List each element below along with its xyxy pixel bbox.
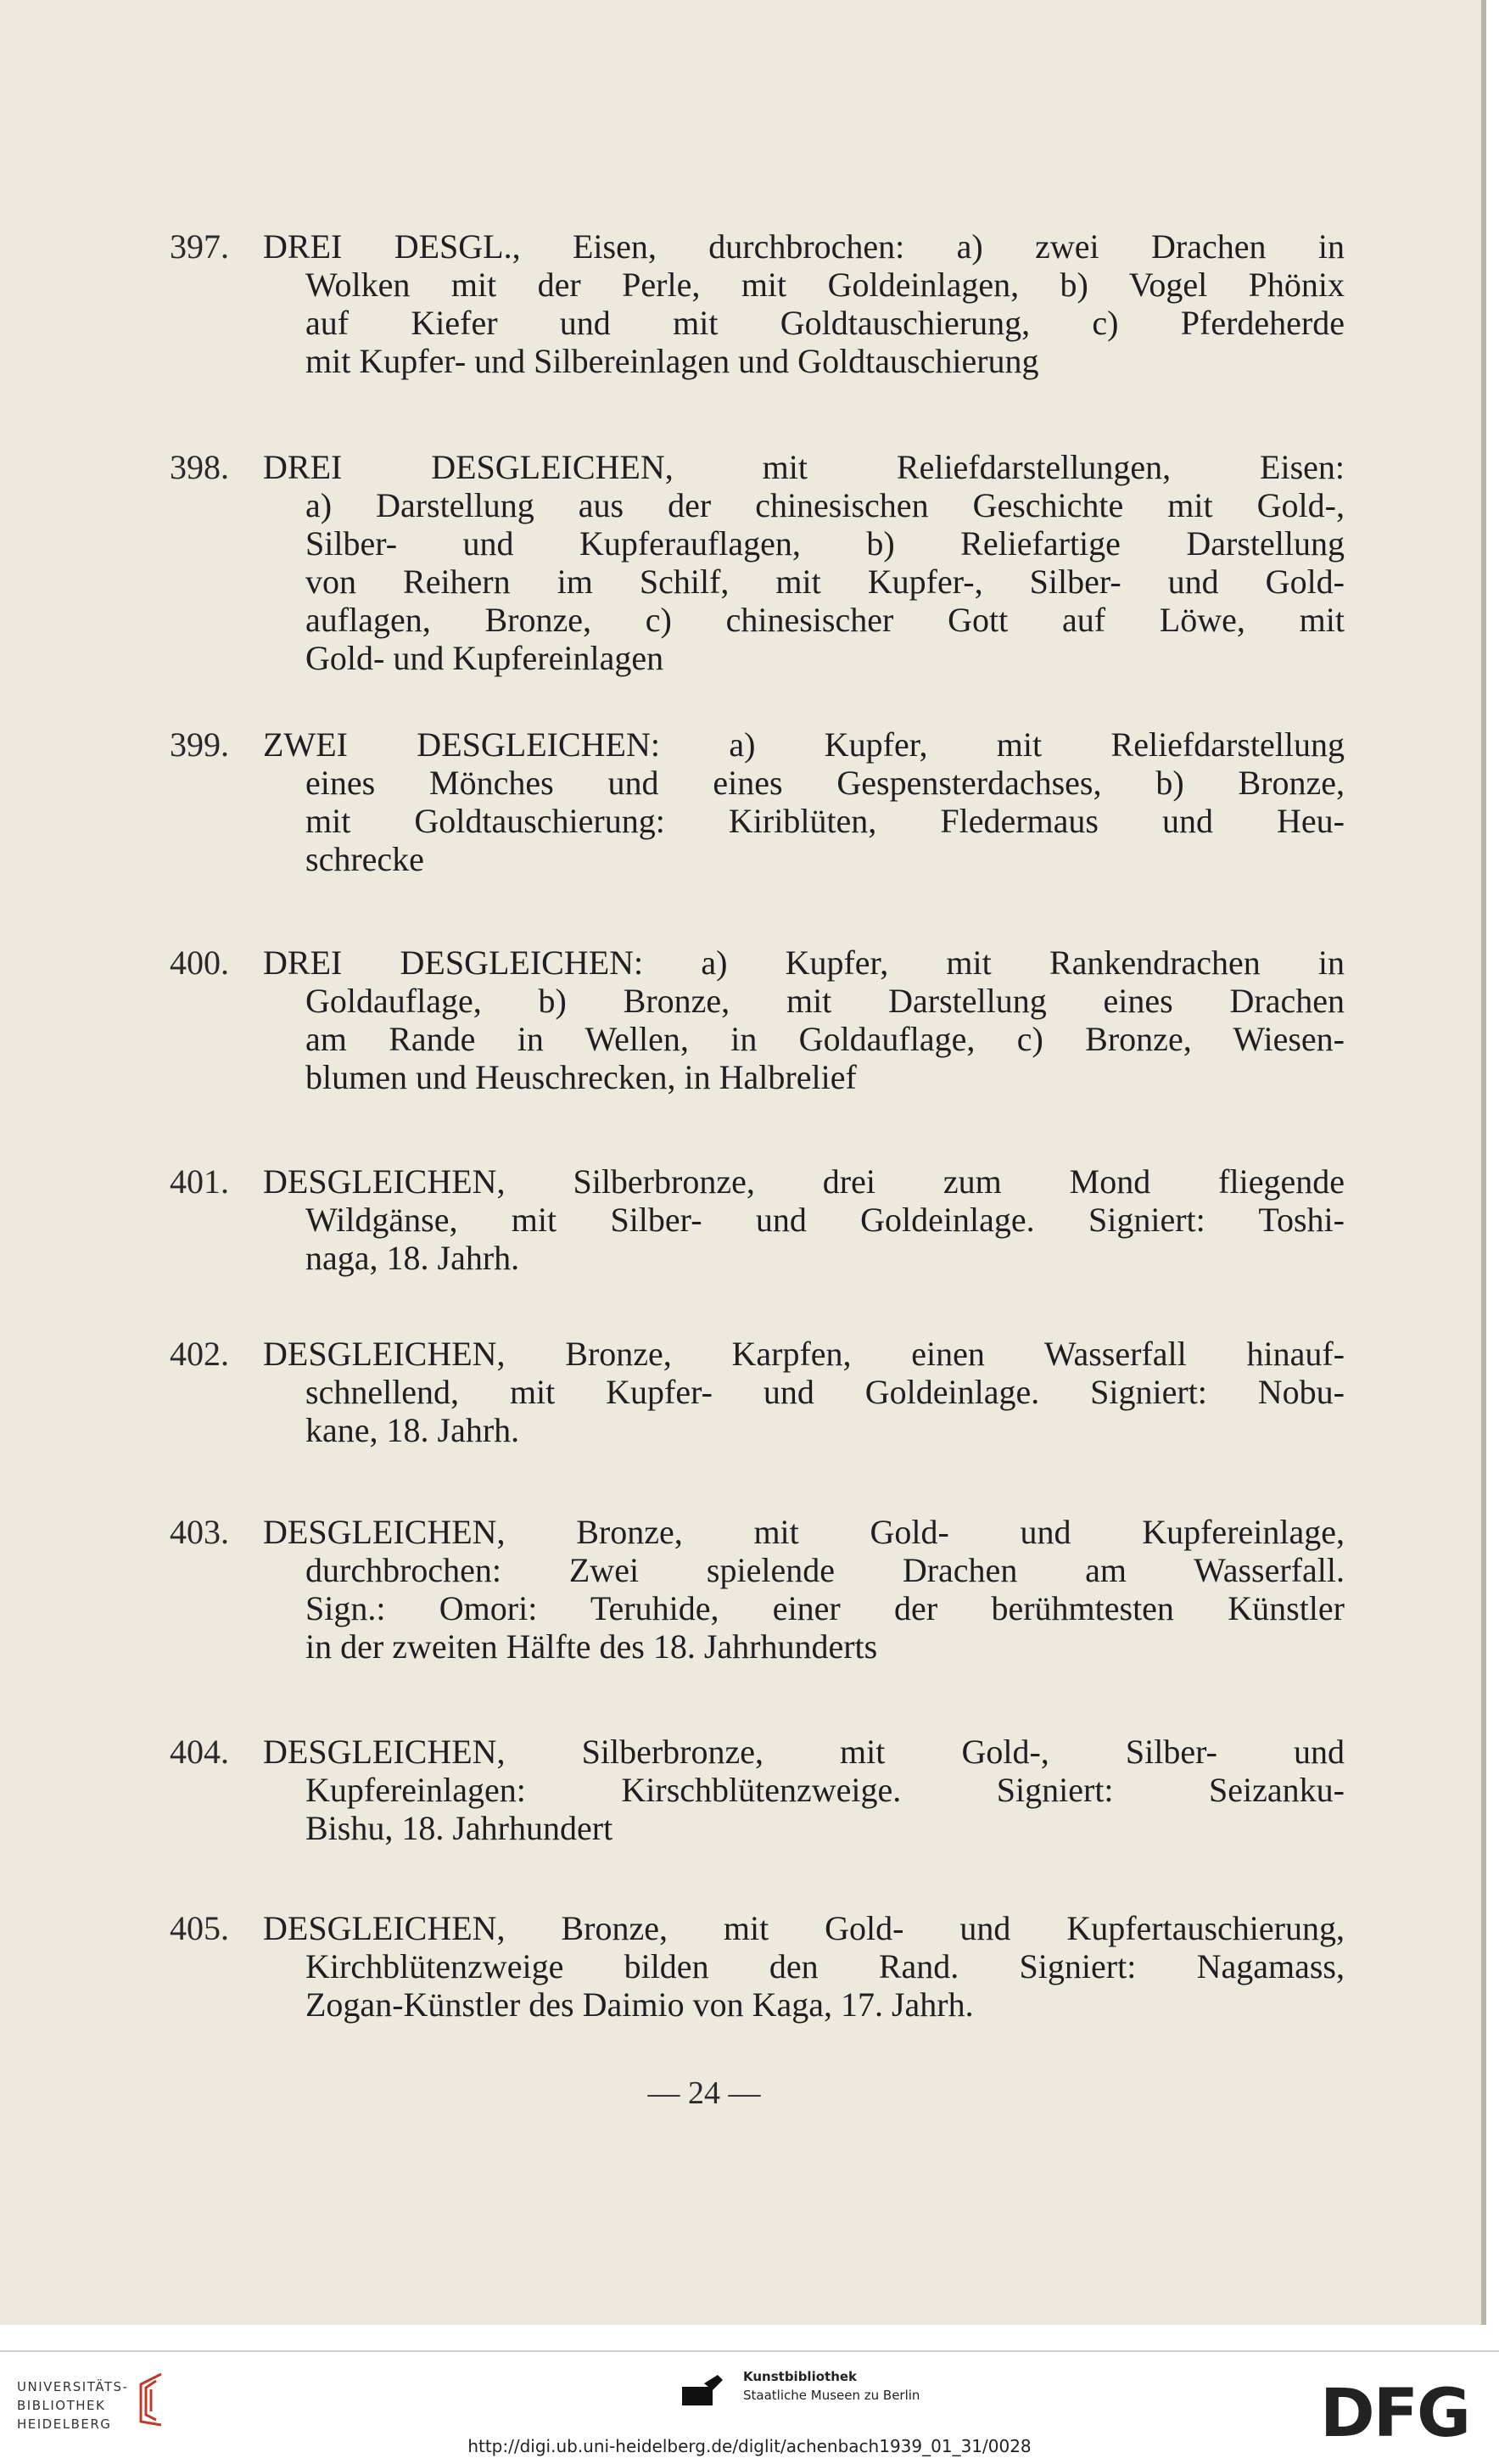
kunstbibliothek-subtitle: Staatliche Museen zu Berlin	[743, 2388, 920, 2403]
entry-number: 401.	[170, 1162, 229, 1201]
entry-line: Goldauflage, b) Bronze, mit Darstellung eines Drachen	[305, 982, 1345, 1020]
entry-line: DESGLEICHEN, Bronze, Karpfen, einen Wasserfall hinauf-	[263, 1335, 1345, 1373]
entry-number: 404.	[170, 1733, 229, 1771]
university-library-logo-icon	[127, 2371, 176, 2428]
kunstbibliothek-title: Kunstbibliothek	[743, 2369, 858, 2384]
entry-line: mit Goldtauschierung: Kiriblüten, Fledermaus und Heu-	[305, 802, 1345, 840]
university-line: BIBLIOTHEK	[17, 2398, 106, 2413]
entry-line: von Reihern im Schilf, mit Kupfer-, Silber- und Gold-	[305, 563, 1345, 601]
entry-line: Silber- und Kupferauflagen, b) Reliefartige Darstellung	[305, 524, 1345, 563]
entry-line: naga, 18. Jahrh.	[305, 1239, 520, 1277]
entry-line: mit Kupfer- und Silbereinlagen und Goldtauschierung	[305, 342, 1039, 380]
entry-line: schrecke	[305, 840, 424, 878]
university-line: UNIVERSITÄTS-	[17, 2379, 129, 2394]
entry-line: in der zweiten Hälfte des 18. Jahrhunderts	[305, 1627, 878, 1666]
university-line: HEIDELBERG	[17, 2416, 112, 2432]
entry-line: Bishu, 18. Jahrhundert	[305, 1809, 613, 1847]
entry-line: auf Kiefer und mit Goldtauschierung, c) Pferdeherde	[305, 304, 1345, 342]
entry-line: am Rande in Wellen, in Goldauflage, c) Bronze, Wiesen-	[305, 1020, 1345, 1058]
source-url[interactable]: http://digi.ub.uni-heidelberg.de/diglit/achenbach1939_01_31/0028	[467, 2436, 1032, 2456]
entry-line: ZWEI DESGLEICHEN: a) Kupfer, mit Reliefdarstellung	[263, 725, 1345, 764]
entry-line: blumen und Heuschrecken, in Halbrelief	[305, 1058, 857, 1096]
entry-line: Sign.: Omori: Teruhide, einer der berühmtesten Künstler	[305, 1589, 1345, 1627]
entry-line: schnellend, mit Kupfer- und Goldeinlage. Signiert: Nobu-	[305, 1373, 1345, 1411]
page-number: — 24 —	[647, 2075, 761, 2111]
entry-line: Wildgänse, mit Silber- und Goldeinlage. Signiert: Toshi-	[305, 1201, 1345, 1239]
entry-number: 403.	[170, 1513, 229, 1551]
entry-line: DESGLEICHEN, Silberbronze, drei zum Mond fliegende	[263, 1162, 1345, 1201]
entry-line: durchbrochen: Zwei spielende Drachen am Wasserfall.	[305, 1551, 1345, 1589]
university-library-label	[17, 2377, 128, 2433]
entry-line: DESGLEICHEN, Bronze, mit Gold- und Kupfertauschierung,	[263, 1909, 1345, 1947]
entry-line: DREI DESGLEICHEN: a) Kupfer, mit Rankendrachen in	[263, 944, 1345, 982]
entry-number: 402.	[170, 1335, 229, 1373]
entry-number: 405.	[170, 1909, 229, 1947]
entry-line: DESGLEICHEN, Silberbronze, mit Gold-, Silber- und	[263, 1733, 1345, 1771]
entry-line: Gold- und Kupfereinlagen	[305, 639, 664, 677]
entry-line: auflagen, Bronze, c) chinesischer Gott auf Löwe, mit	[305, 601, 1345, 639]
entry-line: Kupfereinlagen: Kirschblütenzweige. Signiert: Seizanku-	[305, 1771, 1345, 1809]
footer-divider	[0, 2350, 1499, 2352]
entry-line: eines Mönches und eines Gespensterdachses, b) Bronze,	[305, 764, 1345, 802]
kunstbibliothek-logo-icon	[679, 2368, 733, 2409]
entry-line: a) Darstellung aus der chinesischen Geschichte mit Gold-,	[305, 486, 1345, 524]
entry-line: DESGLEICHEN, Bronze, mit Gold- und Kupfereinlage,	[263, 1513, 1345, 1551]
entry-line: DREI DESGL., Eisen, durchbrochen: a) zwei Drachen in	[263, 227, 1345, 266]
entry-line: Zogan-Künstler des Daimio von Kaga, 17. Jahrh.	[305, 1985, 974, 2024]
entry-line: kane, 18. Jahrh.	[305, 1411, 520, 1449]
entry-number: 397.	[170, 227, 229, 266]
kunstbibliothek-label	[743, 2367, 920, 2405]
dfg-logo: DFG	[1320, 2376, 1470, 2452]
entry-number: 400.	[170, 944, 229, 982]
entry-number: 398.	[170, 448, 229, 486]
entry-line: Kirchblütenzweige bilden den Rand. Signiert: Nagamass,	[305, 1947, 1345, 1985]
entry-number: 399.	[170, 725, 229, 764]
entry-line: Wolken mit der Perle, mit Goldeinlagen, b) Vogel Phönix	[305, 266, 1345, 304]
entry-line: DREI DESGLEICHEN, mit Reliefdarstellungen, Eisen:	[263, 448, 1345, 486]
